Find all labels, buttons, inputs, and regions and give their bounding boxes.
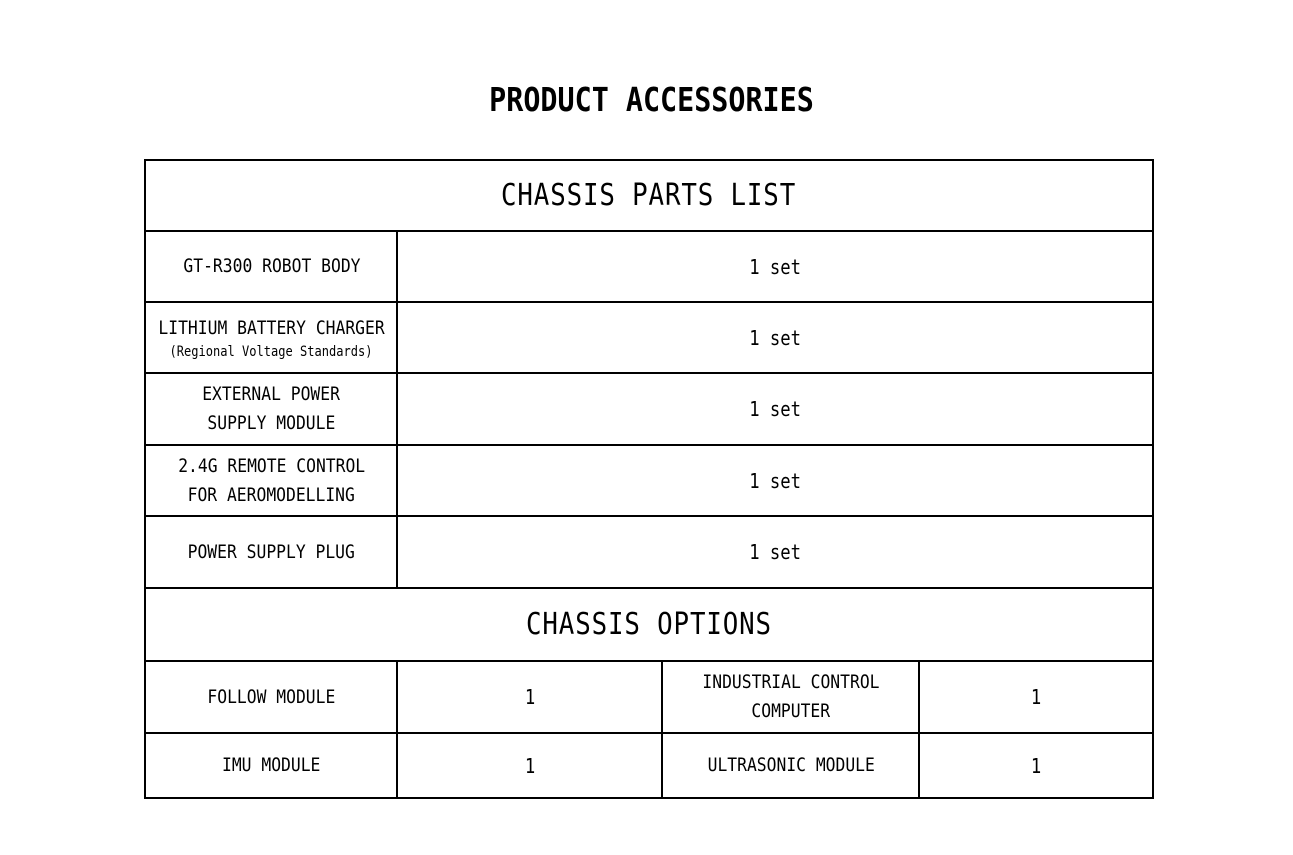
item-label: LITHIUM BATTERY CHARGER (158, 317, 385, 339)
parts-row-2-item (144, 301, 399, 374)
parts-row-2-qty (396, 301, 1154, 374)
quantity-value: 1 set (749, 325, 801, 350)
quantity-value: 1 set (749, 468, 801, 493)
parts-list-header-text: CHASSIS PARTS LIST (501, 178, 797, 213)
options-row-2-left-qty (396, 732, 664, 799)
quantity-value: 1 set (749, 540, 801, 564)
parts-list-header (144, 159, 1154, 232)
item-label-line-2: COMPUTER (751, 700, 831, 722)
parts-row-3-qty (396, 372, 1154, 446)
item-label-line-2: SUPPLY MODULE (207, 412, 336, 434)
item-label-line-1: INDUSTRIAL CONTROL (702, 671, 880, 693)
quantity-value: 1 (524, 753, 536, 778)
item-label: GT-R300 ROBOT BODY (182, 255, 361, 277)
accessories-table (144, 159, 1154, 799)
parts-row-3-item (144, 372, 399, 446)
options-row-2-right-item (661, 732, 921, 799)
item-label: IMU MODULE (222, 754, 321, 776)
item-label: FOLLOW MODULE (207, 685, 336, 708)
quantity-value: 1 (524, 685, 536, 709)
quantity-value: 1 set (749, 397, 801, 421)
parts-row-5-item (144, 515, 399, 589)
options-row-1-left-qty (396, 660, 664, 734)
options-row-1-right-item (661, 660, 921, 734)
options-header (144, 587, 1154, 662)
item-label-line-1: 2.4G REMOTE CONTROL (178, 454, 365, 477)
item-label: ULTRASONIC MODULE (707, 754, 875, 776)
parts-row-5-qty (396, 515, 1154, 589)
options-row-1-left-item (144, 660, 399, 734)
parts-row-4-qty (396, 444, 1154, 517)
options-header-text: CHASSIS OPTIONS (526, 607, 772, 642)
options-row-2-left-item (144, 732, 399, 799)
item-note: (Regional Voltage Standards) (170, 344, 373, 360)
quantity-value: 1 (1030, 685, 1042, 709)
item-label-line-2: FOR AEROMODELLING (187, 483, 356, 506)
quantity-value: 1 (1030, 753, 1042, 778)
parts-row-1-item (144, 230, 399, 303)
item-label-line-1: EXTERNAL POWER (202, 383, 341, 405)
options-row-2-right-qty (918, 732, 1154, 799)
item-label: POWER SUPPLY PLUG (187, 540, 356, 563)
parts-row-4-item (144, 444, 399, 517)
page-title: PRODUCT ACCESSORIES (489, 80, 814, 119)
quantity-value: 1 set (749, 254, 801, 279)
parts-row-1-qty (396, 230, 1154, 303)
options-row-1-right-qty (918, 660, 1154, 734)
